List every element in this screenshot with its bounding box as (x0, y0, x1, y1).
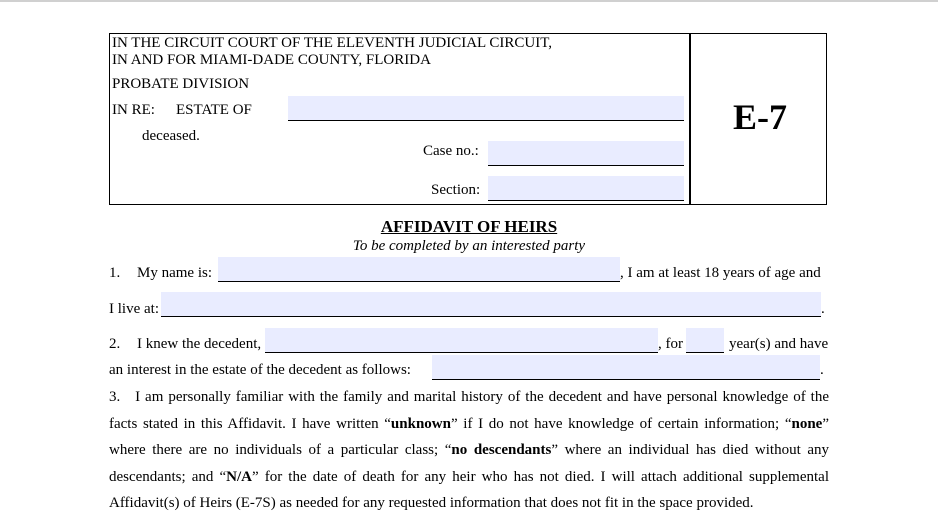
case-no-label: Case no.: (423, 143, 479, 159)
court-line-2: IN AND FOR MIAMI-DADE COUNTY, FLORIDA (112, 52, 431, 68)
interest-field[interactable] (432, 355, 820, 380)
form-subtitle: To be completed by an interested party (352, 238, 586, 254)
form-title-text: AFFIDAVIT OF HEIRS (380, 217, 558, 236)
item1-label: My name is: (137, 265, 212, 281)
item3-text-b: ” if I do not have knowledge of certain information; “ (450, 415, 792, 432)
item3-number: 3. (109, 389, 121, 405)
item1-number: 1. (109, 265, 121, 281)
form-code: E-7 (733, 97, 787, 137)
item2-label: I knew the decedent, (137, 336, 262, 352)
page-top-border (0, 0, 938, 2)
item2-for: , for (658, 336, 683, 352)
in-re-label: IN RE: (112, 102, 155, 118)
estate-name-field[interactable] (288, 96, 684, 121)
item3-na: N/A (226, 468, 252, 485)
item3-no-descendants: no descendants (451, 442, 552, 459)
section-label: Section: (431, 182, 481, 198)
live-at-label: I live at: (109, 301, 159, 317)
address-field[interactable] (161, 292, 821, 317)
item2-number: 2. (109, 336, 121, 352)
item3-none: none (791, 415, 823, 432)
deceased-label: deceased. (142, 128, 200, 144)
item1-suffix: , I am at least 18 years of age and (620, 265, 821, 281)
case-no-field[interactable] (488, 141, 684, 166)
item3-unknown: unknown (390, 415, 451, 432)
header-divider (689, 33, 691, 205)
estate-of-label: ESTATE OF (176, 102, 252, 118)
years-field[interactable] (686, 328, 724, 353)
court-line-1: IN THE CIRCUIT COURT OF THE ELEVENTH JUDICIAL CIRCUIT, (112, 35, 553, 51)
item3-text-a: I am personally familiar with the family and marital history of the decedent and have personal knowledge of the facts stated in this Affidavit. I have written “ (109, 389, 830, 432)
item3-text-e: ” for the date of death for any heir who has not died. I will attach additional supplemental Affidavit(s) of Heirs (E-7S) as needed for any requested information that does not fit in the space provided. (109, 468, 830, 512)
name-field[interactable] (218, 257, 620, 282)
division-label: PROBATE DIVISION (112, 76, 250, 92)
item2-end: . (820, 362, 824, 378)
item3-text-d: ” where an individual has died without any descendants; and “ (109, 442, 829, 485)
item2-years: year(s) and have (729, 336, 829, 352)
form-title (0, 217, 938, 237)
section-field[interactable] (488, 176, 684, 201)
item3-text-c: ” where there are no individuals of a particular class; “ (109, 415, 830, 459)
interest-label: an interest in the estate of the decedent as follows: (109, 362, 411, 378)
item3-paragraph (109, 384, 829, 517)
decedent-field[interactable] (265, 328, 658, 353)
item1-end: . (821, 301, 825, 317)
